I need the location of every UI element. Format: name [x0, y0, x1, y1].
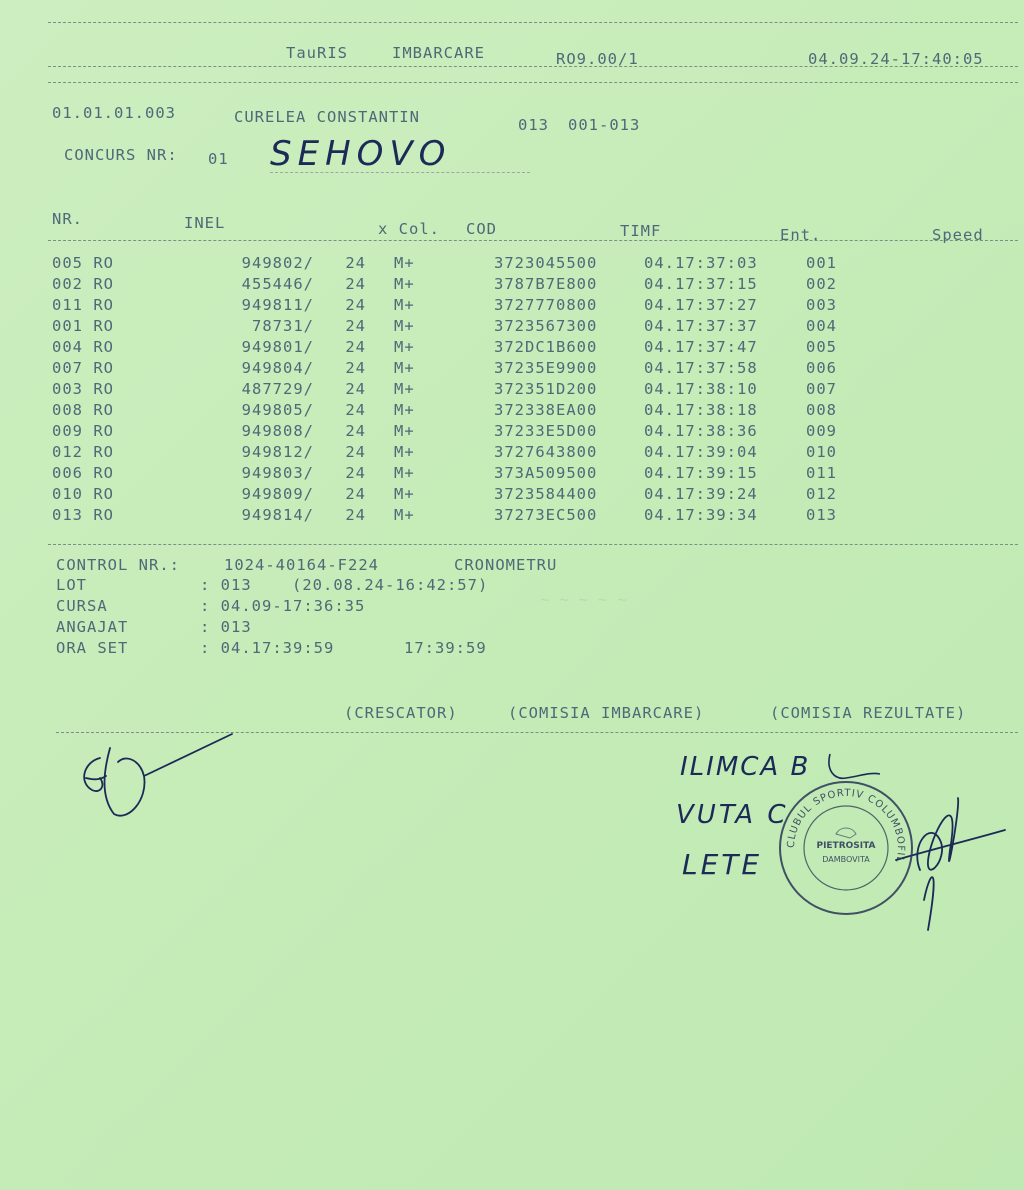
row-year: 24 — [345, 505, 366, 524]
print-datetime: 04.09.24-17:40:05 — [808, 50, 984, 68]
row-ent: 009 — [806, 421, 837, 440]
contest-place-handwritten: SEHOVO — [270, 134, 452, 174]
contest-number: 01 — [208, 150, 229, 168]
row-ring: 949814/ — [241, 505, 314, 524]
row-ent: 013 — [806, 505, 837, 524]
row-nr: 005 RO — [52, 253, 114, 272]
col-header-time: TIMF — [620, 222, 662, 240]
row-cod: 37233E5D00 — [494, 421, 598, 440]
row-time: 04.17:37:37 — [644, 316, 758, 335]
row-col: M+ — [394, 442, 415, 461]
rows-end-rule — [48, 544, 1018, 545]
row-ent: 010 — [806, 442, 837, 461]
col-header-col: x Col. — [378, 220, 440, 238]
row-ring: 949809/ — [241, 484, 314, 503]
row-time: 04.17:39:04 — [644, 442, 758, 461]
row-year: 24 — [345, 400, 366, 419]
row-ring: 949803/ — [241, 463, 314, 482]
table-row — [52, 399, 866, 420]
row-ent: 007 — [806, 379, 837, 398]
version: RO9.00/1 — [556, 50, 639, 68]
row-time: 04.17:38:10 — [644, 379, 758, 398]
row-year: 24 — [345, 337, 366, 356]
row-col: M+ — [394, 295, 415, 314]
lot-extra: (20.08.24-16:42:57) — [292, 576, 489, 594]
row-col: M+ — [394, 400, 415, 419]
pigeon-emblem-icon — [836, 828, 856, 838]
table-row — [52, 483, 866, 504]
row-year: 24 — [345, 484, 366, 503]
row-ring: 455446/ — [241, 274, 314, 293]
row-col: M+ — [394, 358, 415, 377]
row-ent: 012 — [806, 484, 837, 503]
row-cod: 373A509500 — [494, 463, 598, 482]
system-name: TauRIS — [286, 44, 348, 62]
row-ring: 949802/ — [241, 253, 314, 272]
row-ring: 949811/ — [241, 295, 314, 314]
row-ring: 78731/ — [252, 316, 314, 335]
col-header-speed: Speed — [932, 226, 984, 244]
pigeon-table-body — [52, 252, 866, 525]
row-col: M+ — [394, 274, 415, 293]
row-nr: 011 RO — [52, 295, 114, 314]
row-cod: 3727770800 — [494, 295, 598, 314]
row-nr: 002 RO — [52, 274, 114, 293]
header-rule — [48, 66, 1018, 67]
row-time: 04.17:39:24 — [644, 484, 758, 503]
angajat-label: ANGAJAT — [56, 618, 129, 636]
row-year: 24 — [345, 253, 366, 272]
row-ent: 011 — [806, 463, 837, 482]
col-header-cod: COD — [466, 220, 497, 238]
sig-label-crescator: (CRESCATOR) — [344, 704, 458, 722]
row-time: 04.17:37:15 — [644, 274, 758, 293]
row-col: M+ — [394, 421, 415, 440]
row-cod: 3723045500 — [494, 253, 598, 272]
row-cod: 372DC1B600 — [494, 337, 598, 356]
ora-set-label: ORA SET — [56, 639, 129, 657]
row-ent: 004 — [806, 316, 837, 335]
row-ring: 949805/ — [241, 400, 314, 419]
row-col: M+ — [394, 463, 415, 482]
row-nr: 006 RO — [52, 463, 114, 482]
row-nr: 003 RO — [52, 379, 114, 398]
table-row — [52, 462, 866, 483]
row-nr: 001 RO — [52, 316, 114, 335]
document-title: IMBARCARE — [392, 44, 485, 62]
row-ring: 487729/ — [241, 379, 314, 398]
row-time: 04.17:37:27 — [644, 295, 758, 314]
columns-rule — [48, 240, 1018, 241]
table-row — [52, 315, 866, 336]
row-nr: 010 RO — [52, 484, 114, 503]
row-ent: 001 — [806, 253, 837, 272]
row-year: 24 — [345, 379, 366, 398]
row-ring: 949801/ — [241, 337, 314, 356]
row-time: 04.17:38:36 — [644, 421, 758, 440]
row-cod: 3723567300 — [494, 316, 598, 335]
row-year: 24 — [345, 316, 366, 335]
contest-label: CONCURS NR: — [64, 146, 178, 164]
row-cod: 37273EC500 — [494, 505, 598, 524]
row-time: 04.17:39:34 — [644, 505, 758, 524]
row-col: M+ — [394, 379, 415, 398]
row-year: 24 — [345, 442, 366, 461]
row-year: 24 — [345, 295, 366, 314]
row-ent: 003 — [806, 295, 837, 314]
sig-label-comisia-imbarcare: (COMISIA IMBARCARE) — [508, 704, 705, 722]
table-row — [52, 294, 866, 315]
col-header-inel: INEL — [184, 214, 226, 232]
row-cod: 372338EA00 — [494, 400, 598, 419]
row-col: M+ — [394, 253, 415, 272]
pigeon-table — [52, 252, 866, 525]
row-col: M+ — [394, 505, 415, 524]
lot-value: : 013 — [200, 576, 252, 594]
row-nr: 004 RO — [52, 337, 114, 356]
table-row — [52, 252, 866, 273]
row-nr: 007 RO — [52, 358, 114, 377]
row-ring: 949804/ — [241, 358, 314, 377]
pigeon-range: 001-013 — [568, 116, 641, 134]
row-time: 04.17:37:03 — [644, 253, 758, 272]
commission-name-1: ILIMCA B — [680, 752, 811, 782]
row-ring: 949812/ — [241, 442, 314, 461]
row-year: 24 — [345, 358, 366, 377]
commission-name-2: VUTA C — [676, 800, 789, 830]
top-rule — [48, 22, 1018, 23]
col-header-nr: NR. — [52, 210, 83, 228]
row-ent: 005 — [806, 337, 837, 356]
cursa-label: CURSA — [56, 597, 108, 615]
row-year: 24 — [345, 274, 366, 293]
ora-set-extra: 17:39:59 — [404, 639, 487, 657]
angajat-value: : 013 — [200, 618, 252, 636]
club-stamp — [776, 778, 916, 918]
col-header-ent: Ent. — [780, 226, 822, 244]
header-rule-2 — [48, 82, 1018, 83]
contest-underline — [270, 172, 530, 173]
row-ent: 002 — [806, 274, 837, 293]
row-time: 04.17:39:15 — [644, 463, 758, 482]
stamp-ring-text: CLUBUL SPORTIV COLUMBOFIL — [785, 787, 907, 865]
breeder-name: CURELEA CONSTANTIN — [234, 108, 420, 126]
breeder-code: 01.01.01.003 — [52, 104, 176, 122]
row-cod: 3787B7E800 — [494, 274, 598, 293]
device-label: CRONOMETRU — [454, 556, 558, 574]
table-row — [52, 357, 866, 378]
control-label: CONTROL NR.: — [56, 556, 180, 574]
row-ent: 008 — [806, 400, 837, 419]
row-year: 24 — [345, 463, 366, 482]
row-cod: 372351D200 — [494, 379, 598, 398]
row-col: M+ — [394, 316, 415, 335]
stamp-region-text: DAMBOVITA — [822, 855, 870, 864]
sig-label-comisia-rezultate: (COMISIA REZULTATE) — [770, 704, 967, 722]
row-time: 04.17:37:58 — [644, 358, 758, 377]
cursa-value: : 04.09-17:36:35 — [200, 597, 366, 615]
row-year: 24 — [345, 421, 366, 440]
row-nr: 012 RO — [52, 442, 114, 461]
table-row — [52, 273, 866, 294]
row-col: M+ — [394, 337, 415, 356]
row-nr: 009 RO — [52, 421, 114, 440]
row-time: 04.17:38:18 — [644, 400, 758, 419]
row-cod: 37235E9900 — [494, 358, 598, 377]
row-time: 04.17:37:47 — [644, 337, 758, 356]
row-cod: 3727643800 — [494, 442, 598, 461]
show-through-text: ~ ~ ~ ~ ~ — [540, 590, 627, 609]
stamp-center-text: PIETROSITA — [816, 841, 876, 851]
row-ring: 949808/ — [241, 421, 314, 440]
breeder-signature — [70, 730, 250, 830]
table-row — [52, 504, 866, 525]
ora-set-value: : 04.17:39:59 — [200, 639, 335, 657]
row-ent: 006 — [806, 358, 837, 377]
table-row — [52, 441, 866, 462]
control-value: 1024-40164-F224 — [224, 556, 379, 574]
row-col: M+ — [394, 484, 415, 503]
row-nr: 008 RO — [52, 400, 114, 419]
row-nr: 013 RO — [52, 505, 114, 524]
table-row — [52, 336, 866, 357]
lot-label: LOT — [56, 576, 87, 594]
commission-name-3: LETE — [682, 848, 763, 881]
table-row — [52, 378, 866, 399]
pigeon-count: 013 — [518, 116, 549, 134]
table-row — [52, 420, 866, 441]
row-cod: 3723584400 — [494, 484, 598, 503]
